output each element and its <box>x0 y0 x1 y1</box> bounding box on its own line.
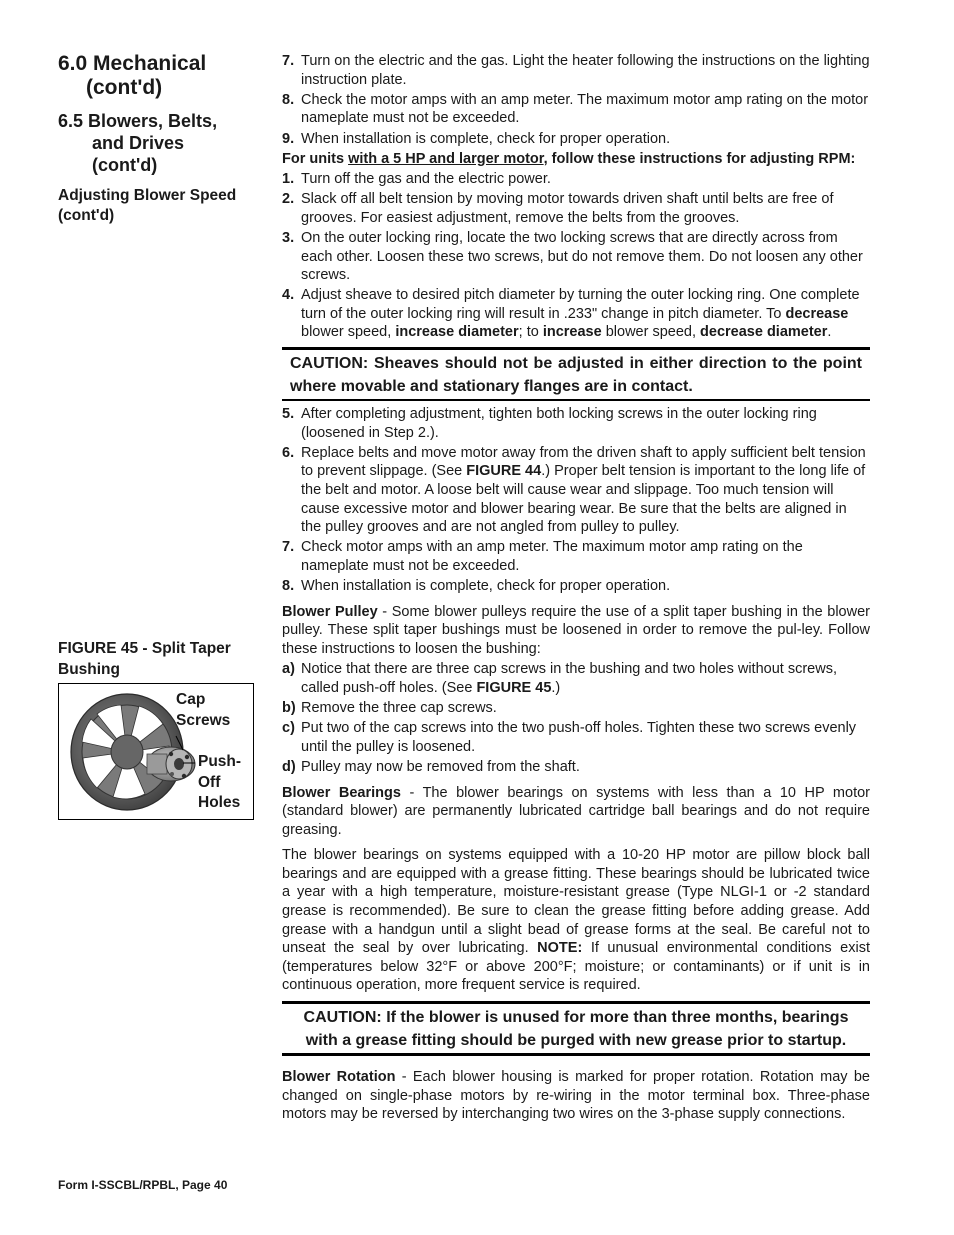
paragraph-text: The blower bearings on systems equipped with a 10-20 HP motor are pillow block ball bearings and are equipped with a grease fitting. These bearings should be lubricated twice a year with a high temperature, moisture-resistant grease (Type NLGI-1 or -2 standard grease is recommended). Be sure to clean the grease fitting before adding grease. Add grease with a handgun until a slight bead of grease forms at the seal. Be careful not to unseat the seal by over lubricating. <box>282 847 870 957</box>
label-screws: Screws <box>176 711 231 729</box>
list-item <box>282 758 870 777</box>
list-item <box>282 91 870 128</box>
step-number: 9. <box>282 130 295 147</box>
title-line2: (cont'd) <box>86 76 163 99</box>
section-line2: and Drives <box>92 133 185 153</box>
list-item <box>282 577 870 596</box>
step-text: Check the motor amps with an amp meter. The maximum motor amp rating on the motor nameplate must not be exceeded. <box>301 91 869 127</box>
step-number: d) <box>282 758 296 775</box>
step-number: 8. <box>282 578 295 595</box>
step-number: 6. <box>282 444 295 461</box>
list-item <box>282 660 870 697</box>
bold-increase-diameter: increase diameter <box>395 324 519 341</box>
figure-caption: FIGURE 45 - Split Taper Bushing <box>58 640 231 678</box>
label-holes: Holes <box>198 794 241 811</box>
blower-rotation-heading: Blower Rotation <box>282 1069 396 1086</box>
list-item <box>282 52 870 89</box>
step-number: 7. <box>282 539 295 556</box>
list-item <box>282 229 870 285</box>
step-number: 2. <box>282 191 295 208</box>
step-text: Slack off all belt tension by moving motor towards driven shaft until belts are free of grooves. For easiest adjustment, remove the belts from the grooves. <box>301 191 834 226</box>
page-footer: Form I-SSCBL/RPBL, Page 40 <box>58 1178 228 1192</box>
title-line1: 6.0 Mechanical <box>58 52 207 75</box>
step-text: Notice that there are three cap screws in the bushing and two holes without screws, called push-off holes. (See <box>301 661 837 696</box>
step-text: After completing adjustment, tighten both locking screws in the outer locking ring (loosened in Step 2.). <box>301 406 817 441</box>
step-text: On the outer locking ring, locate the two locking screws that are directly across from each other. Loosen these two screws, but do not remove them. Do not loosen any other screws. <box>301 229 863 284</box>
label-off: Off <box>198 773 221 791</box>
list-item <box>282 538 870 575</box>
intro-underlined: with a 5 HP and larger motor <box>348 150 544 167</box>
caution-bearings: CAUTION: If the blower is unused for more than three months, bearings with a grease fitting should be purged with new grease prior to startup. <box>282 1001 870 1056</box>
step-number: 5. <box>282 406 295 423</box>
step-number: c) <box>282 720 295 737</box>
step-text: Put two of the cap screws into the two push-off holes. Tighten these two screws evenly until the pulley is loosened. <box>301 720 857 755</box>
blower-pulley-heading: Blower Pulley <box>282 603 378 620</box>
step-text: When installation is complete, check for proper operation. <box>301 130 671 147</box>
blower-rotation-paragraph <box>282 1068 870 1124</box>
label-push-off-holes <box>198 752 241 814</box>
step-number: 8. <box>282 91 295 108</box>
paragraph-text: - The blower bearings on systems with less than a 10 HP motor (standard blower) are permanently lubricated cartridge ball bearings and do not require greasing. <box>282 784 870 838</box>
paragraph-text: - Some blower pulleys require the use of a split taper bushing in the blower pulley. These split taper bushings must be loosened in order to remove the pul-ley. Follow these instructions to loosen the bushing: <box>282 603 870 657</box>
paragraph-text: If unusual environmental conditions exist (temperatures below 32°F or above 200°F; moisture; or contaminants) or if unit is in continuous operation, more frequent service is required. <box>282 940 871 994</box>
list-item <box>282 444 870 537</box>
step-text: Check motor amps with an amp meter. The maximum motor amp rating on the nameplate must not be exceeded. <box>301 539 803 574</box>
figure-reference: FIGURE 45 <box>476 679 552 696</box>
step-text: Turn off the gas and the electric power. <box>301 170 551 187</box>
step-text: Turn on the electric and the gas. Light the heater following the instructions on the lighting instruction plate. <box>301 53 870 88</box>
step-text: . <box>827 324 832 341</box>
step-text: blower speed, <box>601 324 701 341</box>
step-number: a) <box>282 661 295 678</box>
step-number: b) <box>282 699 296 716</box>
step-text: When installation is complete, check for proper operation. <box>301 578 671 595</box>
label-cap-screws <box>176 690 230 731</box>
list-item <box>282 170 870 189</box>
figure-split-taper-bushing <box>58 683 254 820</box>
step-text: Replace belts and move motor away from the driven shaft to apply sufficient belt tension to prevent slippage. (See <box>301 444 866 480</box>
page-title <box>58 52 258 100</box>
step-text: .) <box>551 679 561 696</box>
label-push: Push- <box>198 753 242 770</box>
step-number: 7. <box>282 53 295 69</box>
paragraph-text: - Each blower housing is marked for proper rotation. Rotation may be changed on single-phase motors by re-wiring in the motor terminal box. Three-phase motors may be reversed by interchanging two wires on the 3-phase supply connections. <box>282 1069 870 1123</box>
subsection-heading: Adjusting Blower Speed (cont'd) <box>58 187 237 224</box>
bold-increase: increase <box>542 324 602 341</box>
figure-reference: FIGURE 44 <box>466 463 542 480</box>
section-heading <box>58 110 258 176</box>
list-item <box>282 719 870 756</box>
bold-decrease: decrease <box>785 305 849 322</box>
step-number: 3. <box>282 229 295 246</box>
step-number: 1. <box>282 170 295 187</box>
list-item <box>282 130 870 149</box>
blower-bearings-paragraph <box>282 784 870 840</box>
list-item <box>282 286 870 342</box>
step-text: ; to <box>518 324 543 341</box>
blower-pulley-paragraph <box>282 603 870 659</box>
step-text: Pulley may now be removed from the shaft. <box>301 758 580 775</box>
right-column <box>282 52 870 1125</box>
step-text: .) Proper belt tension is important to the long life of the belt and motor. A loose belt will cause wear and slippage. Too much tension will cause excessive motor and blower bearing wear. Be sure that the belts are aligned in the pulley grooves and are not angled from pulley to pulley. <box>301 463 866 536</box>
list-item <box>282 190 870 227</box>
list-item <box>282 699 870 718</box>
step-number: 4. <box>282 287 295 304</box>
list-item <box>282 405 870 442</box>
step-text: blower speed, <box>301 324 396 341</box>
left-column <box>58 52 258 226</box>
note-label: NOTE: <box>537 940 583 957</box>
bearings-lubrication-paragraph <box>282 846 870 995</box>
step-text: Adjust sheave to desired pitch diameter by turning the outer locking ring. One complete turn of the outer locking ring will result in .233" change in pitch diameter. To <box>301 287 860 322</box>
intro-post: , follow these instructions for adjusting RPM: <box>543 150 856 167</box>
blower-bearings-heading: Blower Bearings <box>282 784 401 801</box>
label-cap: Cap <box>176 691 206 708</box>
section-line1: 6.5 Blowers, Belts, <box>58 111 218 131</box>
large-motor-intro <box>282 150 870 169</box>
section-line3: (cont'd) <box>92 155 158 175</box>
step-text: Remove the three cap screws. <box>301 699 497 716</box>
caution-sheaves: CAUTION: Sheaves should not be adjusted in either direction to the point where movable and stationary flanges are in contact. <box>282 347 870 401</box>
intro-pre: For units <box>282 150 349 167</box>
bold-decrease-diameter: decrease diameter <box>700 324 828 341</box>
